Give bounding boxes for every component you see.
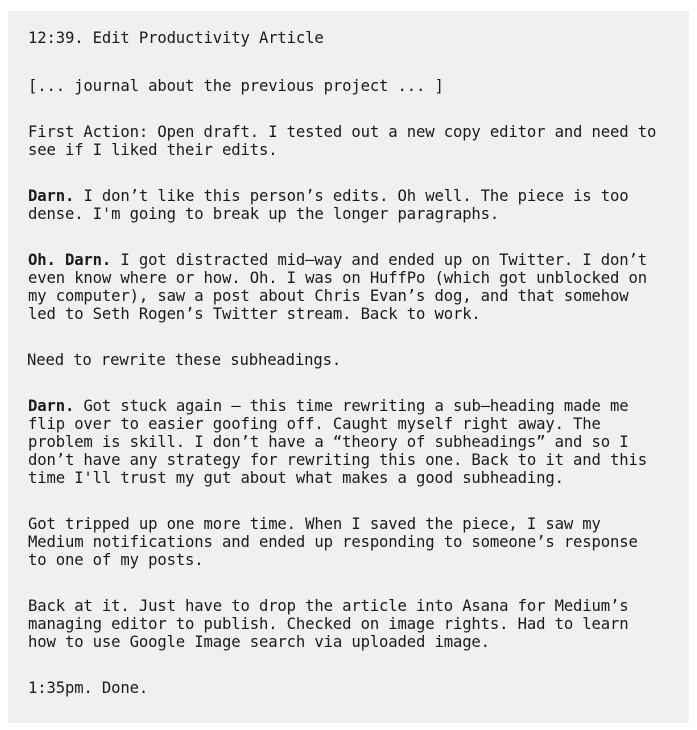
entry-journal-note: [28, 77, 669, 95]
entry-lead: Oh. Darn.: [28, 251, 112, 269]
entry-text: I don’t like this person’s edits. Oh well. The piece is too dense. I'm going to break up the longer paragraphs.: [28, 187, 629, 223]
entry-distracted: [28, 251, 669, 323]
entry-stuck-again: [28, 397, 669, 487]
entry-first-action: [28, 123, 669, 159]
entry-lead: Darn.: [28, 397, 75, 415]
entry-text: First Action: Open draft. I tested out a new copy editor and need to see if I liked their edits.: [28, 123, 657, 159]
entry-text: Need to rewrite these subheadings.: [27, 351, 342, 369]
journal-code-block: [8, 11, 689, 723]
entry-text: 1:35pm. Done.: [28, 679, 149, 697]
entry-text: Got stuck again — this time rewriting a sub–heading made me flip over to easier goofing off. Caught myself right away. The problem is skill. I don’t have a “theory of subheadings” and so I don’t have any strategy for rewriting this one. Back to it and this time I'll trust my gut about what makes a good subheading.: [28, 397, 647, 487]
entry-tripped-up: [28, 515, 669, 569]
entry-text: Back at it. Just have to drop the article into Asana for Medium’s managing editor to publish. Checked on image rights. Had to learn how to use Google Image search via uploaded image.: [28, 597, 629, 651]
entry-darn-edits: [28, 187, 669, 223]
entry-text: 12:39. Edit Productivity Article: [28, 29, 324, 47]
entry-subheadings: [27, 351, 669, 369]
entry-done: [28, 679, 669, 697]
entry-text: [... journal about the previous project ... ]: [28, 77, 444, 95]
entry-text: Got tripped up one more time. When I saved the piece, I saw my Medium notifications and ended up responding to someone’s response to one of my posts.: [28, 515, 638, 569]
entry-text: I got distracted mid–way and ended up on Twitter. I don’t even know where or how. Oh. I was on HuffPo (which got unblocked on my computer), saw a post about Chris Evan’s dog, and that somehow led to Seth Rogen’s Twitter stream. Back to work.: [28, 251, 647, 323]
entry-back-at-it: [28, 597, 669, 651]
entry-title: [28, 29, 669, 47]
entry-lead: Darn.: [28, 187, 75, 205]
